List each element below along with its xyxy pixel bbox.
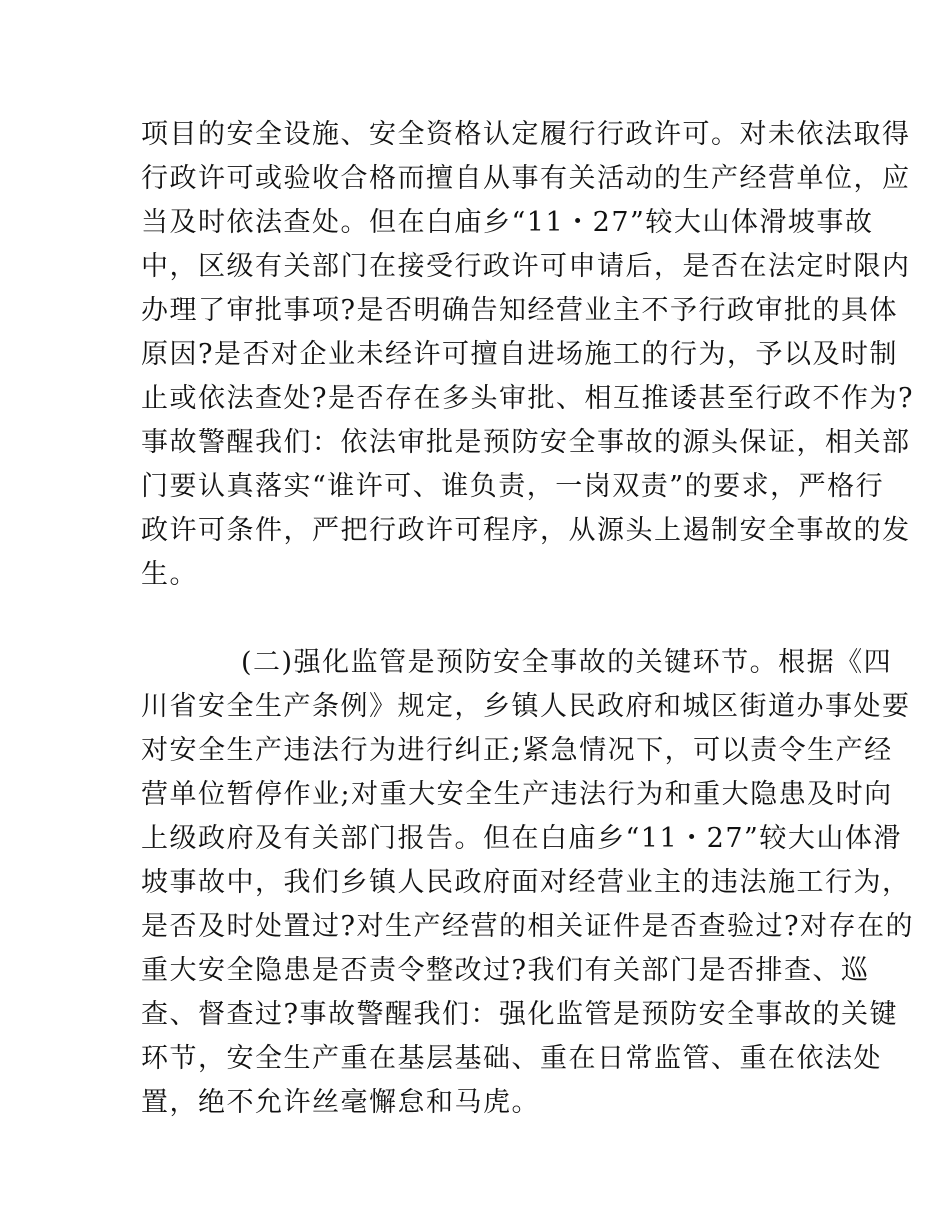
paragraph-line: 事故警醒我们：依法审批是预防安全事故的源头保证，相关部 xyxy=(141,427,911,458)
paragraph-line: 查、督查过?事故警醒我们：强化监管是预防安全事故的关键 xyxy=(141,999,898,1030)
paragraph-line: 止或依法查处?是否存在多头审批、相互推诿甚至行政不作为? xyxy=(141,383,914,414)
paragraph-line: 原因?是否对企业未经许可擅自进场施工的行为，予以及时制 xyxy=(141,339,898,370)
paragraph-line: 中，区级有关部门在接受行政许可申请后，是否在法定时限内 xyxy=(141,251,911,282)
paragraph-line: 政许可条件，严把行政许可程序，从源头上遏制安全事故的发 xyxy=(141,515,911,546)
paragraph-line: 坡事故中，我们乡镇人民政府面对经营业主的违法施工行为， xyxy=(141,867,911,898)
paragraph-line: 门要认真落实“谁许可、谁负责，一岗双责”的要求，严格行 xyxy=(141,471,885,502)
paragraph-line: 是否及时处置过?对生产经营的相关证件是否查验过?对存在的 xyxy=(141,911,914,942)
paragraph-line: 环节，安全生产重在基层基础、重在日常监管、重在依法处 xyxy=(141,1043,882,1074)
paragraph-line: 上级政府及有关部门报告。但在白庙乡“11・27”较大山体滑 xyxy=(141,823,902,854)
paragraph-line: 办理了审批事项?是否明确告知经营业主不予行政审批的具体 xyxy=(141,295,898,326)
paragraph-line: 项目的安全设施、安全资格认定履行行政许可。对未依法取得 xyxy=(141,119,911,150)
paragraph-line: 营单位暂停作业;对重大安全生产违法行为和重大隐患及时向 xyxy=(141,779,893,810)
paragraph-line: 当及时依法查处。但在白庙乡“11・27”较大山体滑坡事故 xyxy=(141,207,874,238)
paragraph-line: 置，绝不允许丝毫懈怠和马虎。 xyxy=(141,1087,540,1118)
paragraph-line: 生。 xyxy=(141,559,198,590)
paragraph-line: 行政许可或验收合格而擅自从事有关活动的生产经营单位，应 xyxy=(141,163,911,194)
paragraph-line: 对安全生产违法行为进行纠正;紧急情况下，可以责令生产经 xyxy=(141,735,893,766)
paragraph-line: 川省安全生产条例》规定，乡镇人民政府和城区街道办事处要 xyxy=(141,691,911,722)
paragraph-line: 重大安全隐患是否责令整改过?我们有关部门是否排查、巡 xyxy=(141,955,870,986)
paragraph-line: (二)强化监管是预防安全事故的关键环节。根据《四 xyxy=(241,647,893,678)
